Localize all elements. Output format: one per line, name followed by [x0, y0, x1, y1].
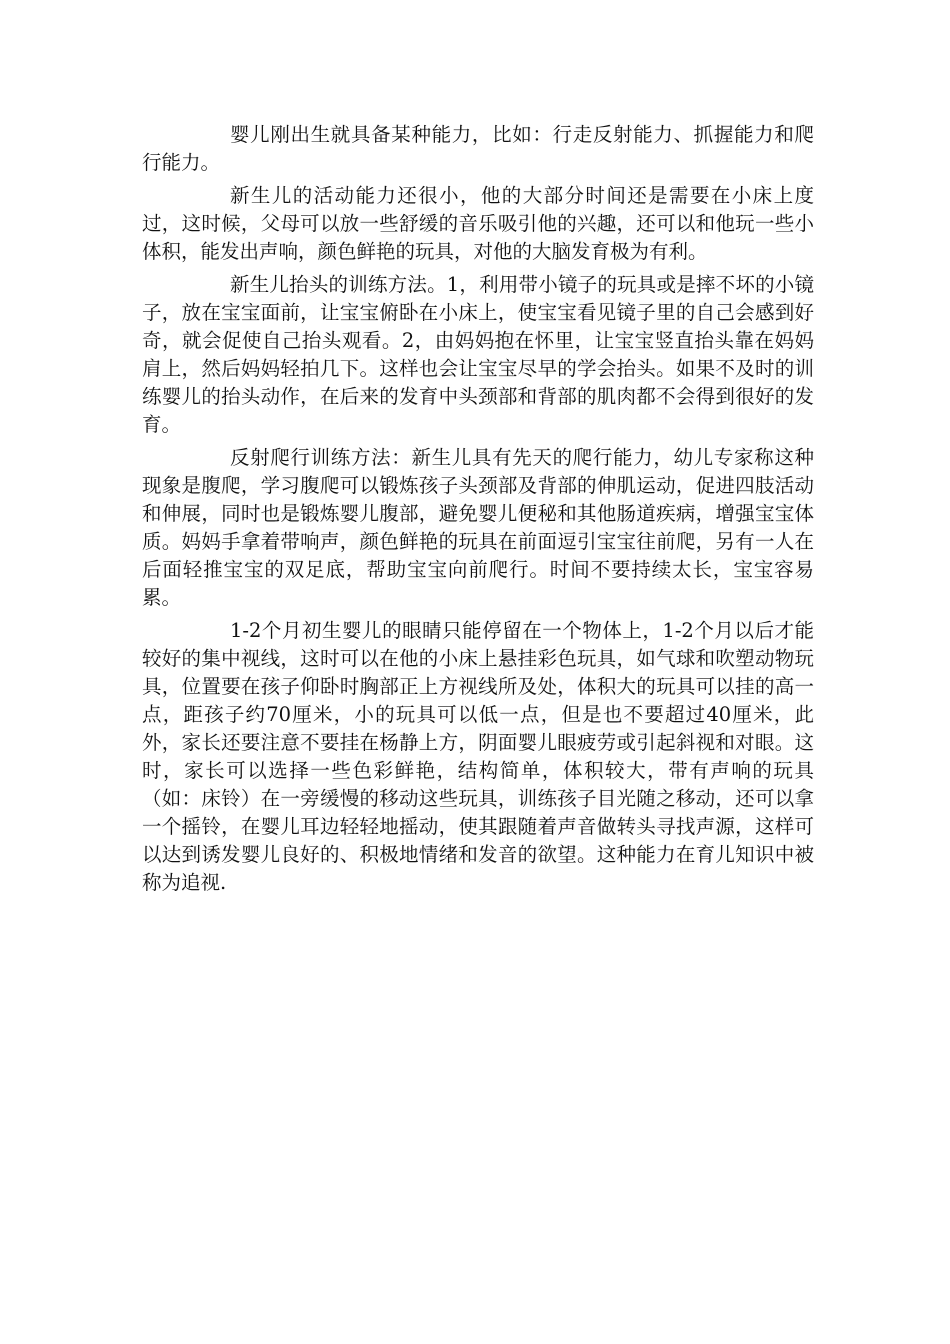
- paragraph-3: 新生儿抬头的训练方法。1，利用带小镜子的玩具或是摔不坏的小镜子，放在宝宝面前，让宝宝俯卧在小床上，使宝宝看见镜子里的自己会感到好奇，就会促使自己抬头观看。2，由妈妈抱在怀里，让宝宝竖直抬头靠在妈妈肩上，然后妈妈轻拍几下。这样也会让宝宝尽早的学会抬头。如果不及时的训练婴儿的抬头动作，在后来的发育中头颈部和背部的肌肉都不会得到很好的发育。: [142, 273, 814, 436]
- document-body: [142, 121, 814, 902]
- paragraph-5: 1-2个月初生婴儿的眼睛只能停留在一个物体上，1-2个月以后才能较好的集中视线，这时可以在他的小床上悬挂彩色玩具，如气球和吹塑动物玩具，位置要在孩子仰卧时胸部正上方视线所及处，体积大的玩具可以挂的高一点，距孩子约70厘米，小的玩具可以低一点，但是也不要超过40厘米，此外，家长还要注意不要挂在杨静上方，阴面婴儿眼疲劳或引起斜视和对眼。这时，家长可以选择一些色彩鲜艳，结构简单，体积较大，带有声响的玩具（如：床铃）在一旁缓慢的移动这些玩具，训练孩子目光随之移动，还可以拿一个摇铃，在婴儿耳边轻轻地摇动，使其跟随着声音做转头寻找声源，这样可以达到诱发婴儿良好的、积极地情绪和发音的欲望。这种能力在育儿知识中被称为追视.: [142, 619, 814, 894]
- paragraph-1: 婴儿刚出生就具备某种能力，比如：行走反射能力、抓握能力和爬行能力。: [142, 123, 814, 174]
- paragraph-4: 反射爬行训练方法：新生儿具有先天的爬行能力，幼儿专家称这种现象是腹爬，学习腹爬可以锻炼孩子头颈部及背部的伸肌运动，促进四肢活动和伸展，同时也是锻炼婴儿腹部，避免婴儿便秘和其他肠道疾病，增强宝宝体质。妈妈手拿着带响声，颜色鲜艳的玩具在前面逗引宝宝往前爬，另有一人在后面轻推宝宝的双足底，帮助宝宝向前爬行。时间不要持续太长，宝宝容易累。: [142, 446, 814, 609]
- paragraph-2: 新生儿的活动能力还很小，他的大部分时间还是需要在小床上度过，这时候，父母可以放一些舒缓的音乐吸引他的兴趣，还可以和他玩一些小体积，能发出声响，颜色鲜艳的玩具，对他的大脑发育极为有利。: [142, 184, 814, 263]
